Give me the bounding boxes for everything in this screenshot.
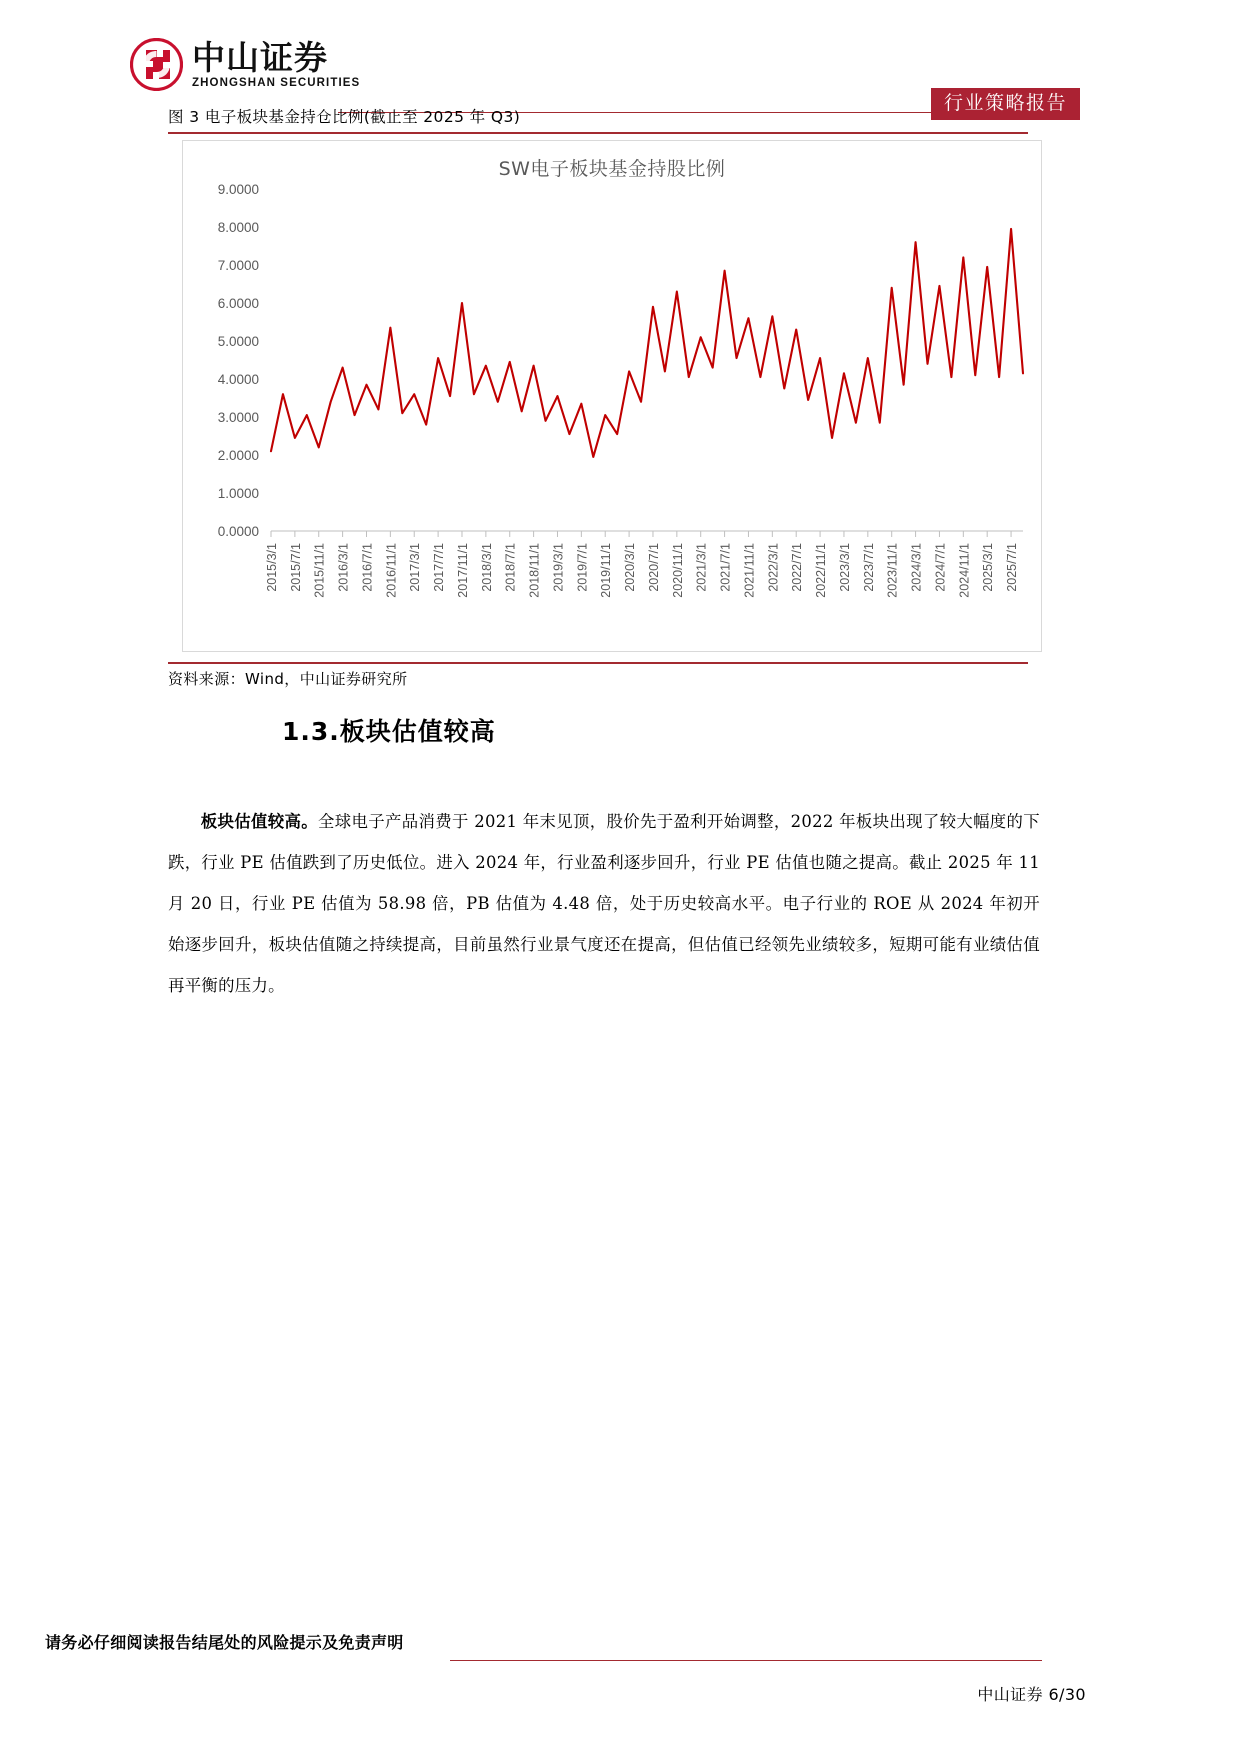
fund-holding-ratio-chart	[182, 140, 1042, 652]
svg-text:5.0000: 5.0000	[217, 334, 259, 349]
svg-text:2018/3/1: 2018/3/1	[479, 543, 494, 592]
svg-text:2021/7/1: 2021/7/1	[718, 543, 733, 592]
section-heading: 1.3.板块估值较高	[282, 717, 496, 746]
svg-text:2024/11/1: 2024/11/1	[957, 543, 972, 598]
svg-text:2022/11/1: 2022/11/1	[814, 543, 829, 598]
svg-text:2016/11/1: 2016/11/1	[384, 543, 399, 598]
svg-text:2020/11/1: 2020/11/1	[670, 543, 685, 598]
svg-text:4.0000: 4.0000	[217, 372, 259, 387]
svg-text:1.0000: 1.0000	[217, 486, 259, 501]
svg-text:2024/7/1: 2024/7/1	[933, 543, 948, 592]
paragraph-lead: 板块估值较高。	[200, 812, 319, 832]
svg-text:2015/3/1: 2015/3/1	[265, 543, 279, 592]
page-header	[130, 38, 1080, 114]
svg-text:2024/3/1: 2024/3/1	[909, 543, 924, 592]
svg-text:2022/7/1: 2022/7/1	[790, 543, 805, 592]
brand-name-en: ZHONGSHAN SECURITIES	[192, 77, 361, 89]
brand-name-cn: 中山证券	[192, 38, 328, 77]
figure-caption: 图 3 电子板块基金持仓比例(截止至 2025 年 Q3)	[168, 108, 521, 126]
svg-text:2016/3/1: 2016/3/1	[336, 543, 351, 592]
svg-text:2.0000: 2.0000	[217, 448, 259, 463]
svg-text:2020/7/1: 2020/7/1	[646, 543, 661, 592]
svg-text:2025/7/1: 2025/7/1	[1005, 543, 1020, 592]
figure-top-rule	[168, 132, 1028, 134]
svg-text:3.0000: 3.0000	[217, 410, 259, 425]
svg-text:2023/11/1: 2023/11/1	[885, 543, 900, 598]
report-type-badge: 行业策略报告	[931, 88, 1080, 120]
svg-text:2017/11/1: 2017/11/1	[455, 543, 470, 598]
svg-text:2017/7/1: 2017/7/1	[432, 543, 447, 592]
svg-text:2018/7/1: 2018/7/1	[503, 543, 518, 592]
svg-text:2021/3/1: 2021/3/1	[694, 543, 709, 592]
svg-text:6.0000: 6.0000	[217, 296, 259, 311]
svg-text:2015/7/1: 2015/7/1	[288, 543, 303, 592]
svg-text:2019/3/1: 2019/3/1	[551, 543, 566, 592]
brand-logo-text	[192, 38, 360, 90]
paragraph-body: 全球电子产品消费于 2021 年末见顶，股价先于盈利开始调整，2022 年板块出现了较大幅度的下跌，行业 PE 估值跌到了历史低位。进入 2024 年，行业盈利逐步回升，行业 PE 估值也随之提高。截止 2025 年 11 月 20 日，行业 PE 估值为 58.98 倍，PB 估值为 4.48 倍，处于历史较高水平。电子行业的 ROE 从 2024 年初开始逐步回升，板块估值随之持续提高，目前虽然行业景气度还在提高，但估值已经领先业绩较多，短期可能有业绩估值再平衡的压力。	[168, 812, 1040, 996]
svg-text:2018/11/1: 2018/11/1	[527, 543, 542, 598]
svg-text:2023/3/1: 2023/3/1	[837, 543, 852, 592]
svg-text:2016/7/1: 2016/7/1	[360, 543, 375, 592]
figure-source: 资料来源：Wind，中山证券研究所	[168, 670, 408, 688]
footer-divider	[450, 1660, 1042, 1661]
svg-text:2022/3/1: 2022/3/1	[766, 543, 781, 592]
zhongshan-securities-logo-icon	[130, 38, 183, 91]
chart-title: SW电子板块基金持股比例	[498, 158, 726, 180]
brand-logo	[130, 38, 360, 91]
svg-text:2015/11/1: 2015/11/1	[312, 543, 327, 598]
footer-page-number: 中山证券 6/30	[977, 1685, 1086, 1704]
figure-bottom-rule	[168, 662, 1028, 664]
svg-text:2021/11/1: 2021/11/1	[742, 543, 757, 598]
svg-text:2023/7/1: 2023/7/1	[861, 543, 876, 592]
svg-text:2020/3/1: 2020/3/1	[623, 543, 638, 592]
svg-text:2017/3/1: 2017/3/1	[408, 543, 423, 592]
svg-text:9.0000: 9.0000	[217, 182, 259, 197]
svg-text:8.0000: 8.0000	[217, 220, 259, 235]
svg-text:2025/3/1: 2025/3/1	[981, 543, 996, 592]
chart-canvas	[183, 141, 1041, 651]
body-paragraph	[168, 801, 1040, 1006]
footer-disclaimer: 请务必仔细阅读报告结尾处的风险提示及免责声明	[45, 1633, 404, 1652]
svg-text:2019/7/1: 2019/7/1	[575, 543, 590, 592]
svg-text:0.0000: 0.0000	[217, 524, 259, 539]
svg-text:7.0000: 7.0000	[217, 258, 259, 273]
svg-text:2019/11/1: 2019/11/1	[599, 543, 614, 598]
